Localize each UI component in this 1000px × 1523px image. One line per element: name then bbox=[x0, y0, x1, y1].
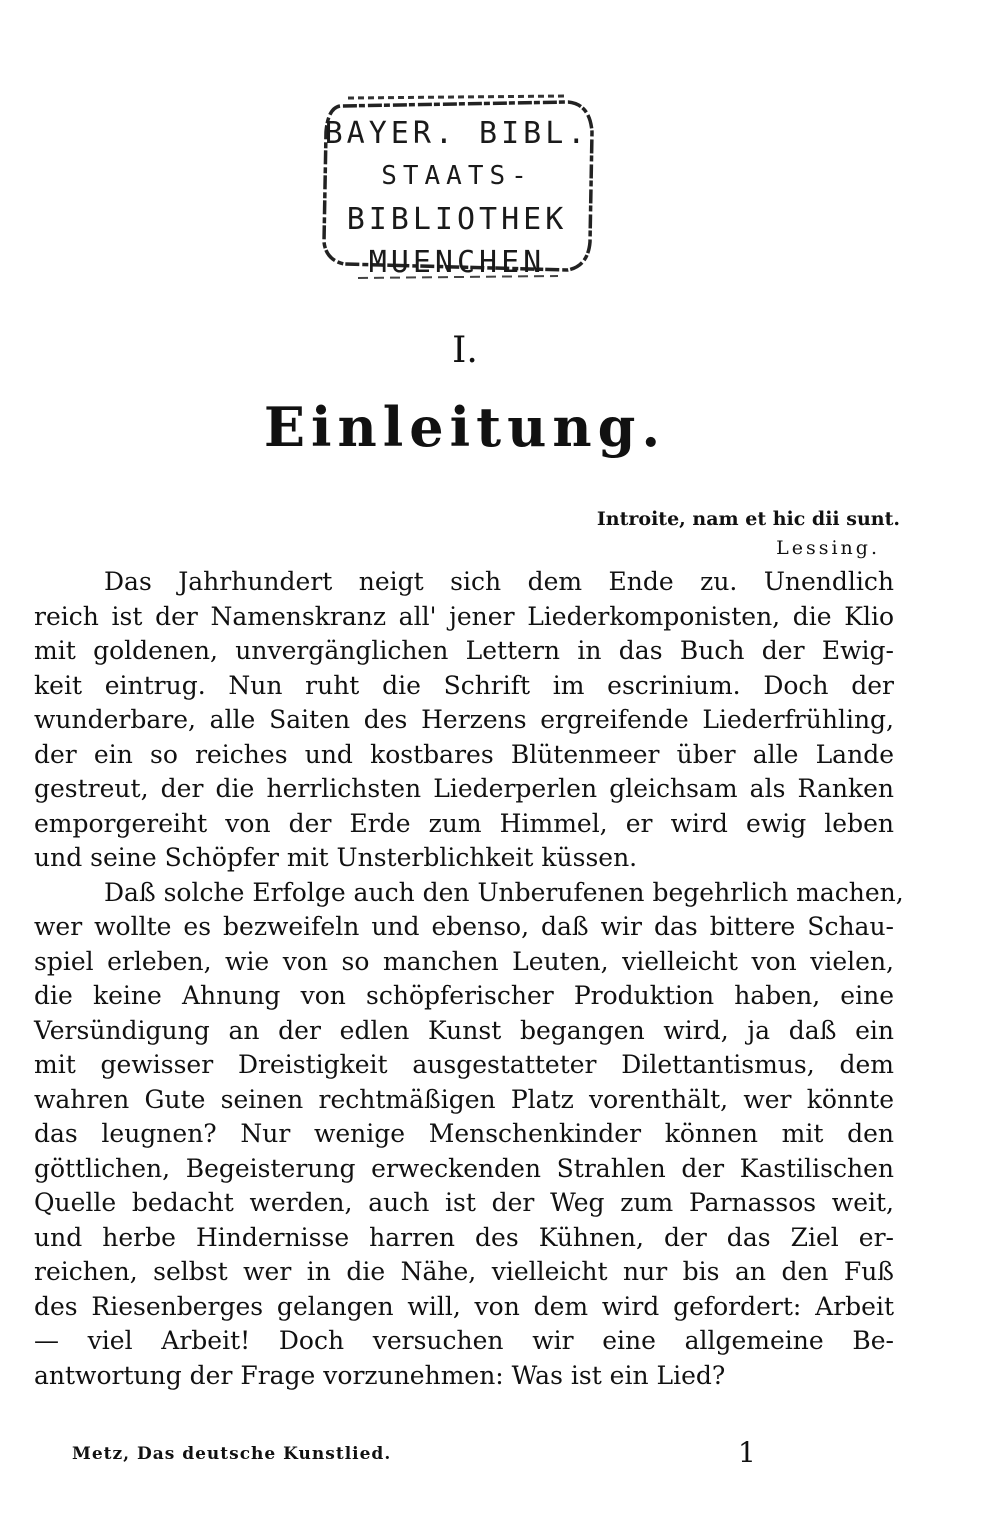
text-line: spiel erleben, wie von so manchen Leuten, vielleicht von vielen, bbox=[34, 946, 894, 976]
text-line: der ein so reiches und kostbares Blütenmeer über alle Lande bbox=[34, 739, 894, 769]
stamp-line: STAATS- bbox=[381, 161, 533, 191]
text-line: antwortung der Frage vorzunehmen: Was ist ein Lied? bbox=[34, 1360, 726, 1390]
text-line: wahren Gute seinen rechtmäßigen Platz vorenthält, wer könnte bbox=[34, 1084, 894, 1114]
text-line: gestreut, der die herrlichsten Liederperlen gleichsam als Ranken bbox=[34, 774, 894, 803]
text-line: göttlichen, Begeisterung erweckenden Strahlen der Kastilischen bbox=[34, 1153, 894, 1183]
text-line: Versündigung an der edlen Kunst begangen wird, ja daß ein bbox=[34, 1015, 894, 1045]
stamp-line: BAYER. BIBL. bbox=[324, 116, 590, 151]
text-line: reich ist der Namenskranz all' jener Liederkomponisten, die Klio bbox=[34, 601, 894, 631]
text-line: keit eintrug. Nun ruht die Schrift im escrinium. Doch der bbox=[34, 670, 894, 700]
text-line: Das Jahrhundert neigt sich dem Ende zu. Unendlich bbox=[104, 567, 894, 596]
text-line: — viel Arbeit! Doch versuchen wir eine allgemeine Be- bbox=[34, 1326, 894, 1355]
epigraph-author: Lessing. bbox=[776, 537, 880, 559]
running-footer: Metz, Das deutsche Kunstlied. bbox=[72, 1444, 392, 1464]
text-line: Quelle bedacht werden, auch ist der Weg zum Parnassos weit, bbox=[34, 1188, 894, 1217]
page-number: 1 bbox=[738, 1436, 756, 1469]
epigraph-quote: Introite, nam et hic dii sunt. bbox=[596, 508, 900, 530]
text-line: und seine Schöpfer mit Unsterblichkeit küssen. bbox=[34, 843, 638, 872]
epigraph bbox=[597, 506, 900, 564]
stamp-line: MUENCHEN bbox=[368, 245, 546, 280]
text-line: emporgereiht von der Erde zum Himmel, er wird ewig leben bbox=[34, 808, 894, 838]
chapter-number: I. bbox=[452, 330, 478, 371]
text-line: des Riesenberges gelangen will, von dem wird gefordert: Arbeit bbox=[34, 1291, 894, 1321]
text-line: das leugnen? Nur wenige Menschenkinder können mit den bbox=[34, 1119, 894, 1148]
text-line: wer wollte es bezweifeln und ebenso, daß wir das bittere Schau- bbox=[34, 912, 894, 941]
stamp-line: BIBLIOTHEK bbox=[346, 202, 568, 237]
text-line: Daß solche Erfolge auch den Unberufenen begehrlich machen, bbox=[104, 877, 904, 907]
text-line: die keine Ahnung von schöpferischer Produktion haben, eine bbox=[34, 981, 894, 1010]
text-line: mit goldenen, unvergänglichen Lettern in das Buch der Ewig- bbox=[34, 636, 894, 665]
text-line: wunderbare, alle Saiten des Herzens ergreifende Liederfrühling, bbox=[34, 705, 894, 734]
library-stamp bbox=[318, 92, 596, 282]
text-line: mit gewisser Dreistigkeit ausgestatteter Dilettantismus, dem bbox=[34, 1050, 894, 1079]
body-text bbox=[34, 565, 904, 1393]
chapter-title: Einleitung. bbox=[263, 395, 667, 459]
text-line: und herbe Hindernisse harren des Kühnen, der das Ziel er- bbox=[34, 1222, 894, 1252]
text-line: reichen, selbst wer in die Nähe, vielleicht nur bis an den Fuß bbox=[34, 1257, 894, 1286]
